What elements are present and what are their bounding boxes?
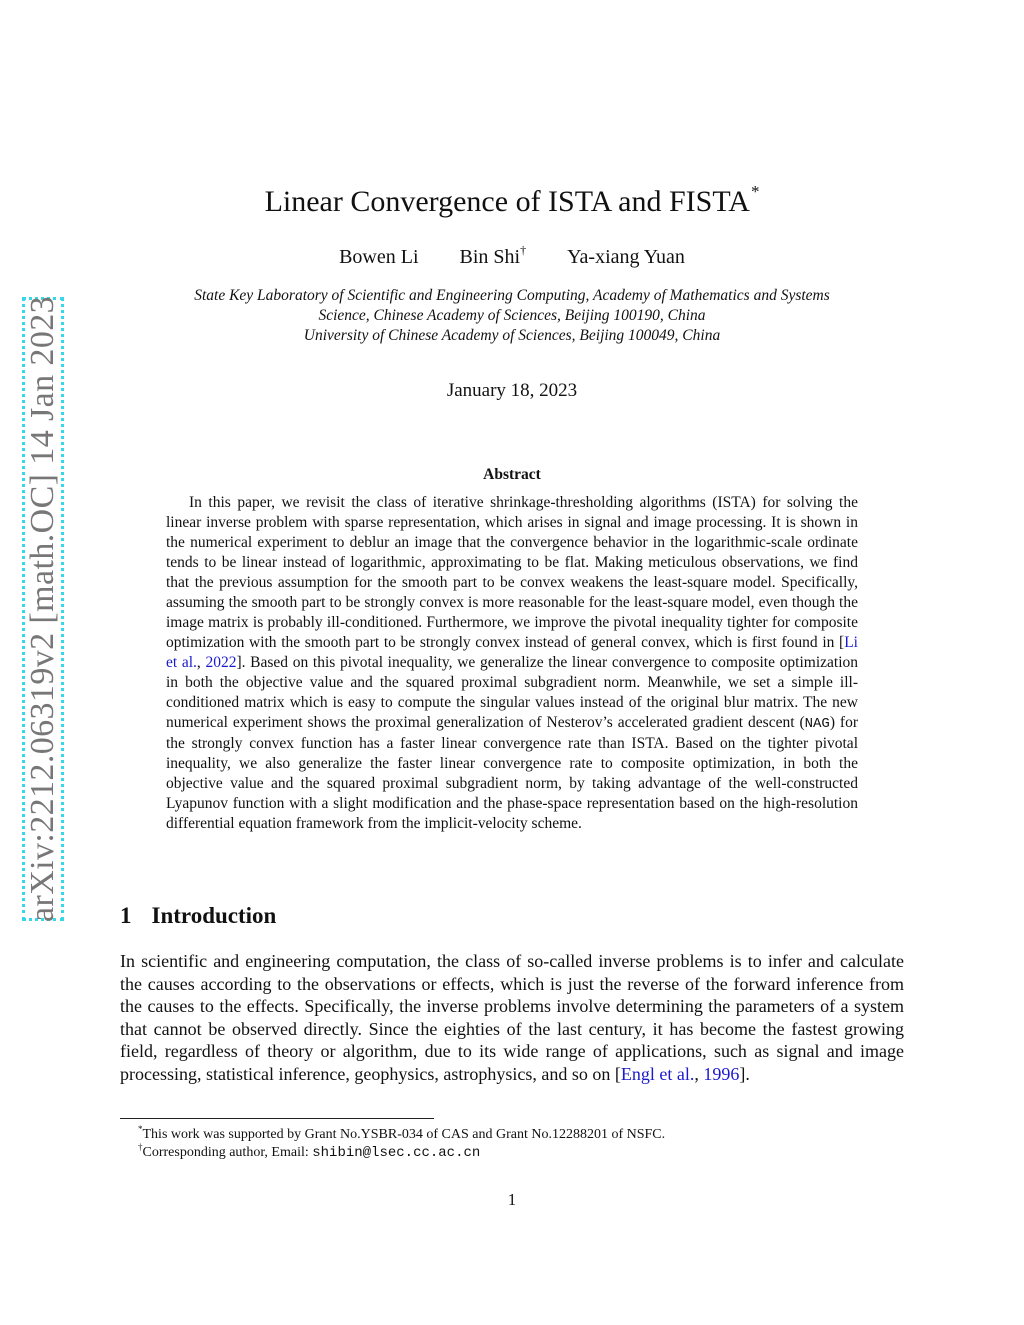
section-title: Introduction <box>151 903 277 928</box>
citation-link-engl1996[interactable]: Engl et al. <box>620 1063 695 1084</box>
section-heading <box>120 903 276 929</box>
author-name: Ya-xiang Yuan <box>567 246 685 268</box>
author-name: Bin Shi <box>459 246 521 268</box>
citation-year-link[interactable]: 1996 <box>703 1063 740 1084</box>
author-2 <box>460 243 527 269</box>
nag-acronym: NAG <box>804 716 830 732</box>
citation-year-link[interactable]: 2022 <box>205 654 237 671</box>
section-number: 1 <box>120 903 132 928</box>
footnote-text: This work was supported by Grant No.YSBR-034 of CAS and Grant No.12288201 of NSFC. <box>142 1127 666 1142</box>
page-number: 1 <box>507 1190 517 1209</box>
footnote-text: Corresponding author, Email: <box>142 1145 313 1160</box>
footnote-1 <box>138 1124 665 1143</box>
author-name: Bowen Li <box>339 246 419 268</box>
abstract-body: In this paper, we revisit the class of iterative shrinkage-thresholding algorithms (ISTA) for solving the linear inverse problem with sparse representation, which arises in signal and image processing. It is shown in the numerical experiment to deblur an image that the convergence behavior in the logarithmic-scale ordinate tends to be linear instead of logarithmic, approximating to be flat. Making meticulous observations, we find that the previous assumption for the smooth part to be convex weakens the least-square model. Specifically, assuming the smooth part to be strongly convex is more reasonable for the least-square model, even though the image matrix is probably ill-conditioned. Furthermore, we improve the pivotal inequality tighter for composite optimization with the smooth part to be strongly convex instead of general convex, which is first found in [Li et al., 2022]. Based on this pivotal inequality, we generalize the linear convergence to composite optimization in both the objective value and the squared proximal subgradient norm. Meanwhile, we set a simple ill-conditioned matrix which is easy to compute the singular values instead of the original blur matrix. The new numerical experiment shows the proximal generalization of Nesterov’s accelerated gradient descent (NAG) for the strongly convex function has a faster linear convergence rate than ISTA. Based on the tighter pivotal inequality, we also generalize the faster linear convergence rate to composite optimization, in both the objective value and the squared proximal subgradient norm, by taking advantage of the well-constructed Lyapunov function with a slight modification and the phase-space representation based on the high-resolution differential equation framework from the implicit-velocity scheme. <box>166 494 858 832</box>
abstract-text: ) for the strongly convex function has a faster linear convergence rate than ISTA. Based on the tighter pivotal inequality, we also generalize the faster linear convergence rate to composite optimization, in both the objective value and the squared proximal subgradient norm, by taking advantage of the well-constructed Lyapunov function with a slight modification and the phase-space representation based on the high-resolution differential equation framework from the implicit-velocity scheme. <box>166 714 858 832</box>
paper-date: January 18, 2023 <box>446 380 578 401</box>
citation-link-li2022[interactable]: Li et al. <box>166 634 858 671</box>
affiliations <box>0 286 1024 346</box>
affiliation-line: University of Chinese Academy of Sciences, Beijing 100049, China <box>303 327 721 344</box>
intro-paragraph: In scientific and engineering computation, the class of so-called inverse problems is to infer and calculate the causes according to the observations or effects, which is just the reverse of the forward inference from the causes to the effects. Specifically, the inverse problems involve determining the parameters of a system that cannot be observed directly. Since the eighties of the last century, it has become the fastest growing field, regardless of theory or algorithm, due to its wide range of applications, such as signal and image processing, statistical inference, geophysics, astrophysics, and so on [Engl et al., 1996]. <box>120 951 904 1084</box>
abstract-heading: Abstract <box>483 466 541 483</box>
affiliation-line: State Key Laboratory of Scientific and Engineering Computing, Academy of Mathematics and Systems <box>194 287 830 304</box>
author-1 <box>339 246 418 269</box>
paper-title <box>0 182 1024 219</box>
intro-text: In scientific and engineering computation, the class of so-called inverse problems is to infer and calculate the causes according to the observations or effects, which is just the reverse of the forward inference from the causes to the effects. Specifically, the inverse problems involve determining the parameters of a system that cannot be observed directly. Since the eighties of the last century, it has become the fastest growing field, regardless of theory or algorithm, due to its wide range of applications, such as signal and image processing, statistical inference, geophysics, astrophysics, and so on [ <box>120 951 904 1084</box>
title-footnote-mark: * <box>750 182 760 201</box>
abstract-text: ]. Based on this pivotal inequality, we generalize the linear convergence to composite optimization in both the objective value and the squared proximal subgradient norm. Meanwhile, we set a simple ill-conditioned matrix which is easy to compute the singular values instead of the original blur matrix. The new numerical experiment shows the proximal generalization of Nesterov’s accelerated gradient descent ( <box>166 654 858 731</box>
author-list <box>0 243 1024 269</box>
abstract-text: In this paper, we revisit the class of iterative shrinkage-thresholding algorithms (ISTA) for solving the linear inverse problem with sparse representation, which arises in signal and image processing. It is shown in the numerical experiment to deblur an image that the convergence behavior in the logarithmic-scale ordinate tends to be linear instead of logarithmic, approximating to be flat. Making meticulous observations, we find that the previous assumption for the smooth part to be convex weakens the least-square model. Specifically, assuming the smooth part to be strongly convex is more reasonable for the least-square model, even though the image matrix is probably ill-conditioned. Furthermore, we improve the pivotal inequality tighter for composite optimization with the smooth part to be strongly convex instead of general convex, which is first found in [ <box>166 494 858 651</box>
title-text: Linear Convergence of ISTA and FISTA <box>264 185 750 218</box>
footnote-rule <box>120 1118 434 1119</box>
email-link[interactable]: shibin@lsec.cc.ac.cn <box>312 1145 481 1161</box>
affiliation-line: Science, Chinese Academy of Sciences, Beijing 100190, China <box>318 307 706 324</box>
author-footnote-mark: † <box>520 243 527 257</box>
arxiv-id: arXiv:2212.06319v2 [math.OC] 14 Jan 2023 <box>24 295 61 923</box>
intro-text: ]. <box>739 1063 750 1084</box>
footnote-2 <box>138 1142 480 1161</box>
footnote-mark: * <box>138 1124 143 1134</box>
footnote-mark: † <box>138 1142 143 1152</box>
author-3 <box>567 246 685 269</box>
